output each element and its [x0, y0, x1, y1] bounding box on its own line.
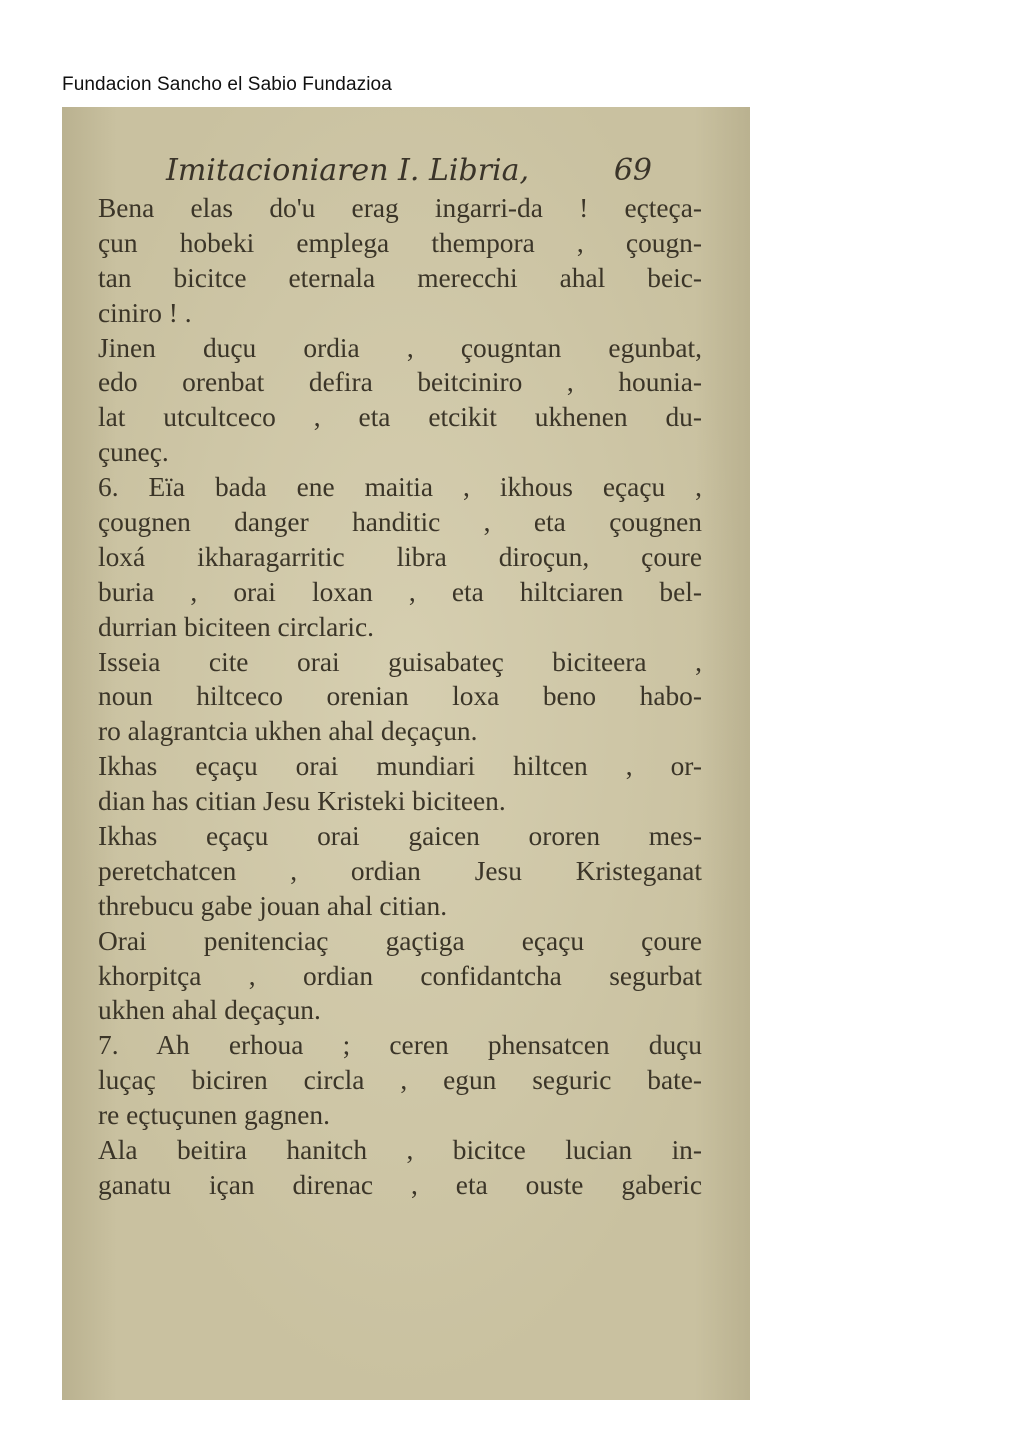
running-title: Imitacioniaren I. Libria,: [166, 153, 530, 188]
text-line: durrian biciteen circlaric.: [98, 611, 375, 642]
text-line: tan bicitce eternala merecchi ahal beic-: [98, 262, 702, 293]
text-line: ukhen ahal deçaçun.: [98, 995, 321, 1026]
text-line: ro alagrantcia ukhen ahal deçaçun.: [98, 716, 478, 747]
text-line: çun hobeki emplega themporа , çougn-: [98, 227, 702, 258]
page-body-text: [98, 191, 702, 1203]
text-line: khorpitça , ordian confidantcha segurbat: [98, 960, 702, 991]
text-line: 6. Eïa bada ene maitia , ikhous eçaçu ,: [98, 472, 702, 503]
text-line: Jinen duçu ordia , çougntan egunbat,: [98, 332, 702, 363]
text-line: loxá ikharagarritic libra diroçun, çoure: [98, 541, 702, 572]
text-line: Isseia cite orai guisabateç biciteera ,: [98, 646, 702, 677]
page-number: 69: [613, 153, 652, 188]
text-line: buria , orai loxan , eta hiltciaren bel-: [98, 576, 702, 607]
text-line: 7. Ah erhoua ; ceren phensatcen duçu: [98, 1030, 702, 1061]
text-line: Orai penitenciaç gaçtiga eçaçu çoure: [98, 925, 702, 956]
scanned-book-page: [62, 107, 750, 1400]
archive-watermark-header: Fundacion Sancho el Sabio Fundazioa: [62, 74, 392, 95]
text-line: dian has citian Jesu Kristeki biciteen.: [98, 786, 506, 817]
text-line: luçaç biciren circla , egun seguric bate-: [98, 1065, 702, 1096]
text-line: threbucu gabe jouan ahal citian.: [98, 890, 448, 921]
text-line: Bena elas do'u erag ingarri-da ! eçteça-: [98, 193, 702, 223]
text-line: çougnen danger handitic , eta çougnen: [98, 507, 702, 538]
text-line: ganatu içan direnac , eta ouste gaberic: [98, 1169, 702, 1200]
running-head: [162, 153, 662, 193]
text-line: Ala beitira hanitch , bicitce lucian in-: [98, 1135, 702, 1166]
text-line: Ikhas eçaçu orai mundiari hiltcen , or-: [98, 751, 702, 782]
text-line: peretchatcen , ordian Jesu Kristeganat: [98, 855, 702, 886]
text-line: ciniro ! .: [98, 297, 192, 328]
text-line: Ikhas eçaçu orai gaicen ororen mes-: [98, 821, 702, 852]
text-line: edo orenbat defira beitciniro , hounia-: [98, 367, 702, 398]
text-line: çuneç.: [98, 437, 169, 468]
text-line: re eçtuçunen gagnen.: [98, 1100, 330, 1131]
text-line: noun hiltceco orenian loxa beno habo-: [98, 681, 702, 712]
text-line: lat utcultceco , eta etcikit ukhenen du-: [98, 402, 702, 433]
